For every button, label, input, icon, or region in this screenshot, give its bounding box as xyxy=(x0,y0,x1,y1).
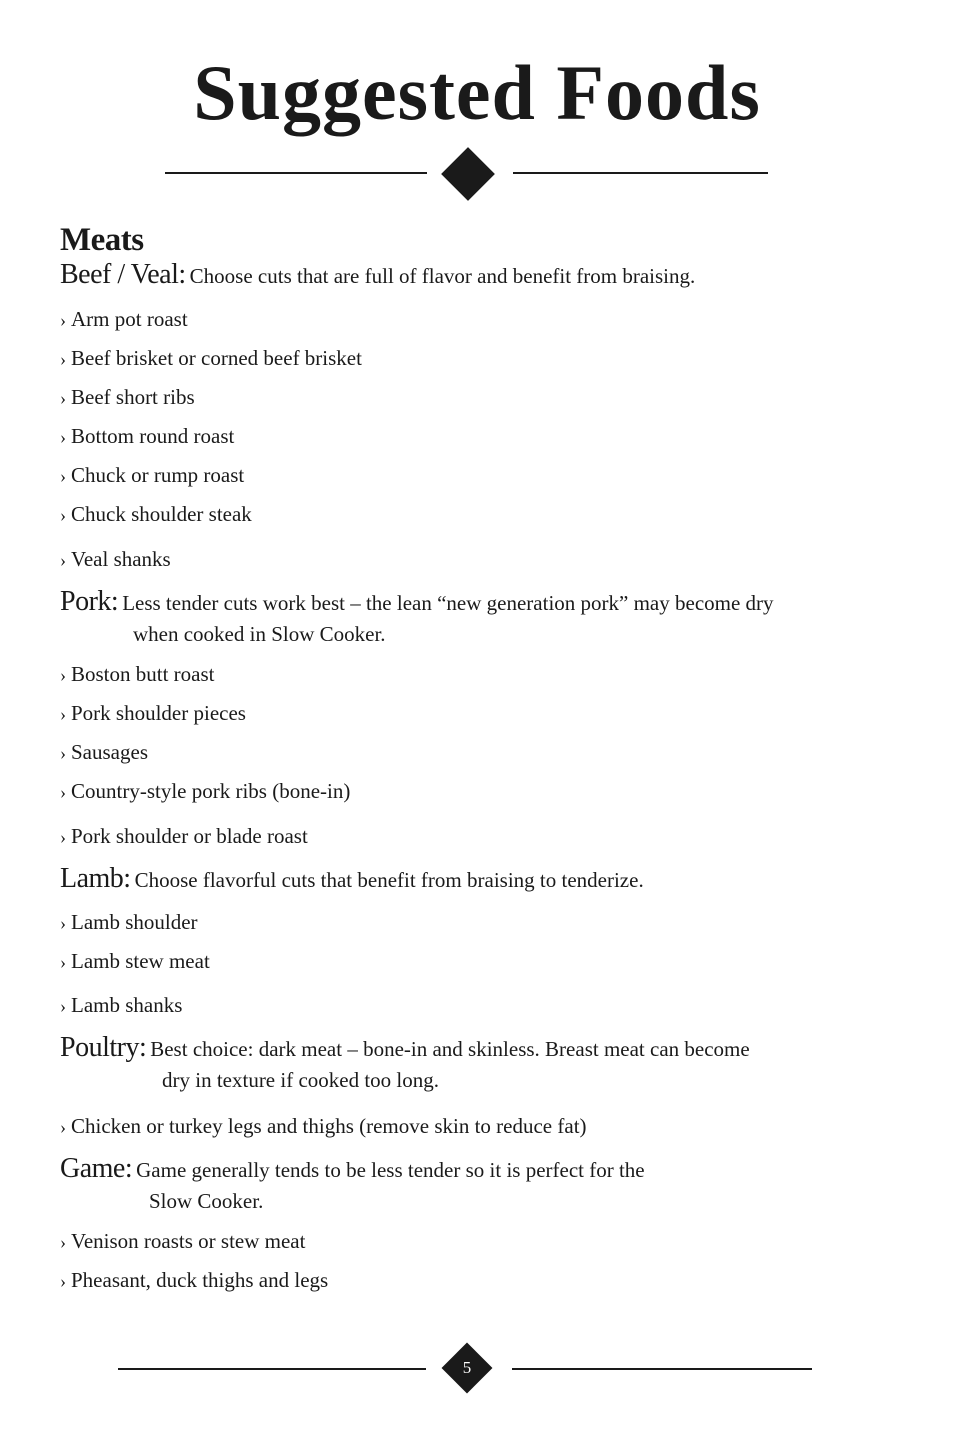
category-label: Pork: xyxy=(60,586,119,617)
list-item: › Sausages xyxy=(60,740,148,764)
bullet-icon: › xyxy=(60,349,66,369)
list-item: › Boston butt roast xyxy=(60,662,215,686)
category-description: Choose cuts that are full of flavor and benefit from braising. xyxy=(189,264,696,288)
category-game xyxy=(60,1154,900,1216)
list-item: › Lamb shanks xyxy=(60,993,183,1017)
list-item: › Arm pot roast xyxy=(60,307,188,331)
content xyxy=(60,220,900,1292)
bullet-icon: › xyxy=(60,427,66,447)
list-item: › Pork shoulder or blade roast xyxy=(60,824,308,848)
bullet-icon: › xyxy=(60,996,66,1016)
category-description-continued: when cooked in Slow Cooker. xyxy=(133,622,386,646)
bullet-icon: › xyxy=(60,550,66,570)
category-label: Poultry: xyxy=(60,1032,147,1063)
title-divider-right xyxy=(513,172,768,174)
bullet-icon: › xyxy=(60,1271,66,1291)
list-item: › Venison roasts or stew meat xyxy=(60,1229,306,1253)
category-description: Game generally tends to be less tender so it is perfect for the xyxy=(136,1158,645,1182)
bullet-icon: › xyxy=(60,704,66,724)
page-title: Suggested Foods xyxy=(193,49,761,136)
category-label: Lamb: xyxy=(60,863,131,894)
list-item: › Chuck shoulder steak xyxy=(60,502,252,526)
bullet-icon: › xyxy=(60,1117,66,1137)
bullet-icon: › xyxy=(60,952,66,972)
list-item: › Lamb stew meat xyxy=(60,949,210,973)
category-description: Less tender cuts work best – the lean “new generation pork” may become dry xyxy=(122,591,774,615)
footer-divider-left xyxy=(118,1368,426,1370)
bullet-icon: › xyxy=(60,388,66,408)
footer-divider-right xyxy=(512,1368,812,1370)
list-item: › Country-style pork ribs (bone-in) xyxy=(60,779,351,803)
list-item: › Beef brisket or corned beef brisket xyxy=(60,346,362,370)
category-description-continued: Slow Cooker. xyxy=(149,1189,264,1213)
category-label: Beef / Veal: xyxy=(60,259,186,290)
bullet-icon: › xyxy=(60,310,66,330)
list-item: › Veal shanks xyxy=(60,547,171,571)
bullet-icon: › xyxy=(60,1232,66,1252)
bullet-icon: › xyxy=(60,782,66,802)
list-item: › Beef short ribs xyxy=(60,385,195,409)
category-label: Game: xyxy=(60,1153,133,1184)
list-item: › Chuck or rump roast xyxy=(60,463,245,487)
page-number: 5 xyxy=(462,1358,472,1377)
category-description: Best choice: dark meat – bone-in and skinless. Breast meat can become xyxy=(150,1037,750,1061)
section-heading-meats: Meats xyxy=(60,222,144,258)
bullet-icon: › xyxy=(60,665,66,685)
list-item: › Bottom round roast xyxy=(60,424,235,448)
title-divider-left xyxy=(165,172,427,174)
bullet-icon: › xyxy=(60,466,66,486)
category-beef-veal xyxy=(60,260,900,293)
category-description-continued: dry in texture if cooked too long. xyxy=(162,1068,440,1092)
title-diamond-ornament xyxy=(441,147,495,201)
category-lamb xyxy=(60,864,900,897)
list-item: › Pork shoulder pieces xyxy=(60,701,246,725)
bullet-icon: › xyxy=(60,913,66,933)
category-description: Choose flavorful cuts that benefit from braising to tenderize. xyxy=(134,868,644,892)
bullet-icon: › xyxy=(60,827,66,847)
bullet-icon: › xyxy=(60,505,66,525)
list-item: › Lamb shoulder xyxy=(60,910,198,934)
category-poultry xyxy=(60,1033,900,1095)
list-item: › Pheasant, duck thighs and legs xyxy=(60,1268,329,1292)
list-item: › Chicken or turkey legs and thighs (remove skin to reduce fat) xyxy=(60,1114,587,1138)
category-pork xyxy=(60,587,900,649)
bullet-icon: › xyxy=(60,743,66,763)
